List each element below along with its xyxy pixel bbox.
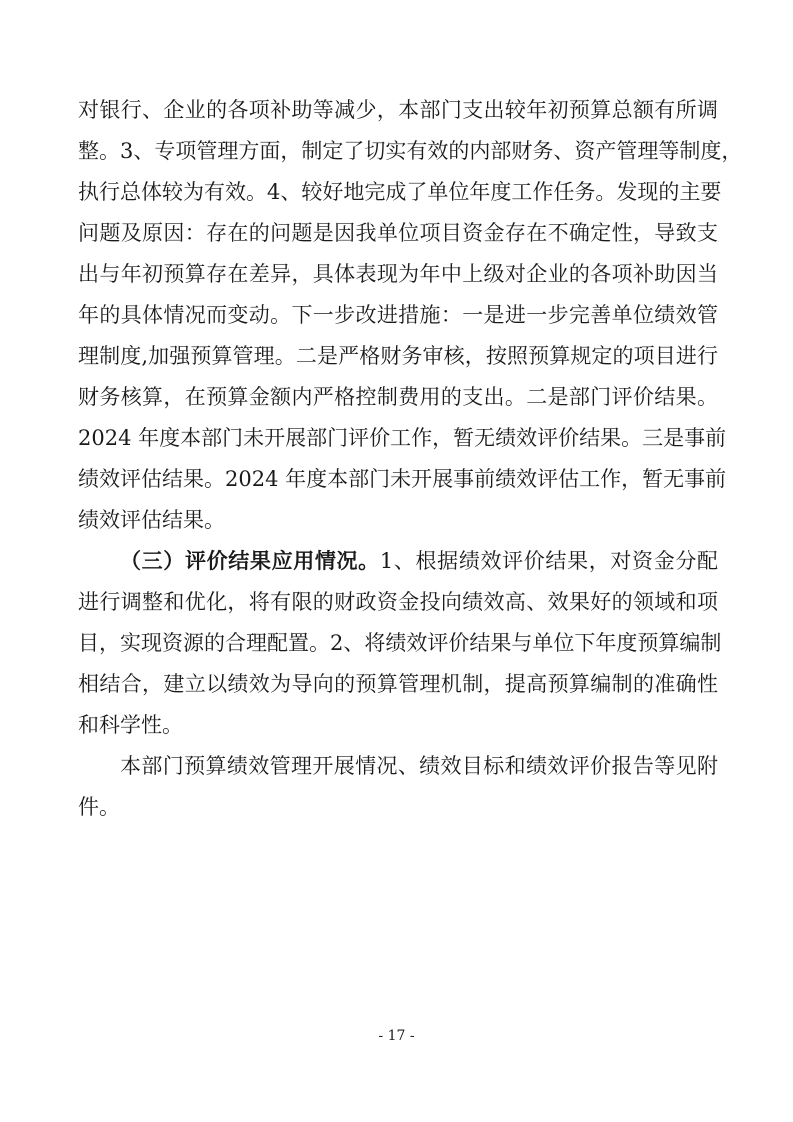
paragraph-3 bbox=[78, 752, 718, 821]
text-line: 相结合，建立以绩效为导向的预算管理机制，提高预算编制的准确性 bbox=[78, 672, 718, 696]
paragraph-2 bbox=[78, 547, 722, 739]
page-number: - 17 - bbox=[378, 1028, 415, 1044]
text-line: 执行总体较为有效。4、较好地完成了单位年度工作任务。发现的主要 bbox=[78, 180, 722, 204]
paragraph-2-first-line bbox=[78, 547, 718, 575]
document-body bbox=[78, 96, 743, 834]
text-line: 理制度,加强预算管理。二是严格财务审核，按照预算规定的项目进行 bbox=[78, 344, 718, 368]
text-line: 问题及原因：存在的问题是因我单位项目资金存在不确定性，导致支 bbox=[78, 221, 718, 245]
text-line: 件。 bbox=[78, 795, 120, 819]
section-heading: （三）评价结果应用情况。 bbox=[120, 548, 380, 573]
text-line: 2024 年度本部门未开展部门评价工作，暂无绩效评价结果。三是事前 bbox=[78, 426, 727, 450]
text-line: 出与年初预算存在差异，具体表现为年中上级对企业的各项补助因当 bbox=[78, 262, 718, 286]
paragraph-1 bbox=[78, 96, 743, 534]
text-line: 目，实现资源的合理配置。2、将绩效评价结果与单位下年度预算编制 bbox=[78, 631, 722, 655]
text-line: 财务核算，在预算金额内严格控制费用的支出。二是部门评价结果。 bbox=[78, 385, 718, 409]
text-line: 本部门预算绩效管理开展情况、绩效目标和绩效评价报告等见附 bbox=[120, 754, 718, 778]
text-line: 对银行、企业的各项补助等减少，本部门支出较年初预算总额有所调 bbox=[78, 98, 718, 122]
text-line: 整。3、专项管理方面，制定了切实有效的内部财务、资产管理等制度， bbox=[78, 139, 743, 163]
text-segment: 1、根据绩效评价结果，对资金分配 bbox=[379, 549, 718, 573]
text-line: 绩效评估结果。 bbox=[78, 508, 225, 532]
text-line: 绩效评估结果。2024 年度本部门未开展事前绩效评估工作，暂无事前 bbox=[78, 467, 727, 491]
text-line: 和科学性。 bbox=[78, 713, 183, 737]
text-line: 年的具体情况而变动。下一步改进措施：一是进一步完善单位绩效管 bbox=[78, 303, 718, 327]
text-line: 进行调整和优化，将有限的财政资金投向绩效高、效果好的领域和项 bbox=[78, 590, 718, 614]
